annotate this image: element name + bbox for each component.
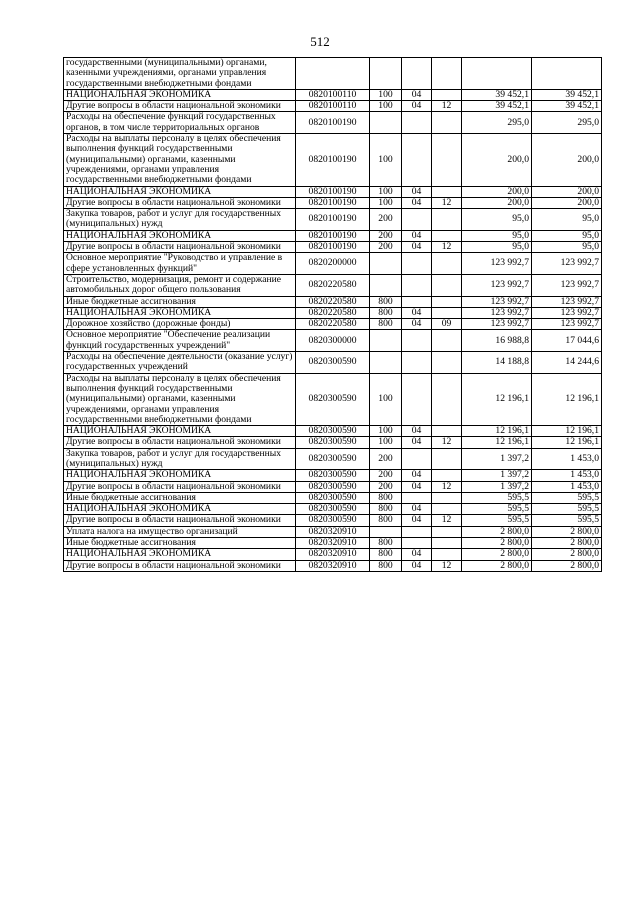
row-name: НАЦИОНАЛЬНАЯ ЭКОНОМИКА — [64, 504, 296, 515]
row-rz — [402, 330, 432, 352]
row-code: 0820100190 — [296, 197, 370, 208]
row-vr: 800 — [370, 319, 402, 330]
row-vr: 100 — [370, 373, 402, 425]
row-name: Другие вопросы в области национальной экономики — [64, 101, 296, 112]
row-sum-1: 95,0 — [462, 230, 532, 241]
table-row — [64, 538, 602, 549]
row-pr — [432, 58, 462, 90]
row-rz: 04 — [402, 186, 432, 197]
row-vr: 100 — [370, 134, 402, 186]
row-pr: 12 — [432, 197, 462, 208]
row-sum-1: 12 196,1 — [462, 437, 532, 448]
row-sum-2: 12 196,1 — [532, 426, 602, 437]
row-rz: 04 — [402, 89, 432, 100]
row-sum-2: 95,0 — [532, 242, 602, 253]
row-pr — [432, 504, 462, 515]
table-row — [64, 134, 602, 186]
row-vr: 100 — [370, 101, 402, 112]
table-row — [64, 373, 602, 425]
row-sum-2: 39 452,1 — [532, 89, 602, 100]
table-row — [64, 89, 602, 100]
row-rz: 04 — [402, 481, 432, 492]
row-sum-1: 16 988,8 — [462, 330, 532, 352]
table-row — [64, 549, 602, 560]
table-row — [64, 470, 602, 481]
row-sum-1: 2 800,0 — [462, 538, 532, 549]
row-vr: 800 — [370, 560, 402, 571]
table-row — [64, 448, 602, 470]
table-row — [64, 504, 602, 515]
row-sum-2: 1 453,0 — [532, 448, 602, 470]
table-row — [64, 515, 602, 526]
row-code: 0820100190 — [296, 209, 370, 231]
row-rz: 04 — [402, 307, 432, 318]
row-sum-2: 1 453,0 — [532, 481, 602, 492]
row-name: НАЦИОНАЛЬНАЯ ЭКОНОМИКА — [64, 307, 296, 318]
row-name: Дорожное хозяйство (дорожные фонды) — [64, 319, 296, 330]
row-name: Строительство, модернизация, ремонт и содержание автомобильных дорог общего пользования — [64, 274, 296, 296]
row-sum-2: 595,5 — [532, 492, 602, 503]
row-name: Другие вопросы в области национальной экономики — [64, 437, 296, 448]
row-sum-2: 2 800,0 — [532, 526, 602, 537]
row-rz: 04 — [402, 437, 432, 448]
row-sum-1: 2 800,0 — [462, 560, 532, 571]
row-vr: 800 — [370, 549, 402, 560]
row-code: 0820320910 — [296, 526, 370, 537]
table-row — [64, 253, 602, 275]
table-row — [64, 492, 602, 503]
row-code: 0820100110 — [296, 101, 370, 112]
row-rz — [402, 526, 432, 537]
row-vr: 800 — [370, 538, 402, 549]
row-sum-1: 123 992,7 — [462, 253, 532, 275]
row-code: 0820220580 — [296, 307, 370, 318]
row-pr — [432, 538, 462, 549]
row-sum-1: 1 397,2 — [462, 470, 532, 481]
row-vr — [370, 352, 402, 374]
row-name: Закупка товаров, работ и услуг для государственных (муниципальных) нужд — [64, 209, 296, 231]
row-vr — [370, 112, 402, 134]
row-vr: 200 — [370, 481, 402, 492]
row-sum-2 — [532, 58, 602, 90]
row-sum-2: 123 992,7 — [532, 307, 602, 318]
row-sum-2: 123 992,7 — [532, 319, 602, 330]
row-sum-2: 123 992,7 — [532, 253, 602, 275]
row-vr: 800 — [370, 504, 402, 515]
table-row — [64, 101, 602, 112]
row-code: 0820100190 — [296, 134, 370, 186]
row-vr: 800 — [370, 492, 402, 503]
row-sum-2: 12 196,1 — [532, 373, 602, 425]
row-code: 0820220580 — [296, 319, 370, 330]
row-sum-1 — [462, 58, 532, 90]
row-code: 0820300590 — [296, 470, 370, 481]
row-pr — [432, 549, 462, 560]
row-rz — [402, 274, 432, 296]
row-vr — [370, 526, 402, 537]
row-code: 0820100190 — [296, 230, 370, 241]
table-row — [64, 481, 602, 492]
page-number: 512 — [310, 34, 330, 49]
row-vr — [370, 253, 402, 275]
row-name: НАЦИОНАЛЬНАЯ ЭКОНОМИКА — [64, 186, 296, 197]
row-rz: 04 — [402, 197, 432, 208]
table-row — [64, 296, 602, 307]
table-row — [64, 352, 602, 374]
row-vr: 800 — [370, 296, 402, 307]
row-pr — [432, 426, 462, 437]
row-vr: 200 — [370, 209, 402, 231]
row-vr: 100 — [370, 437, 402, 448]
row-sum-2: 17 044,6 — [532, 330, 602, 352]
row-sum-2: 200,0 — [532, 134, 602, 186]
row-pr — [432, 448, 462, 470]
row-sum-2: 123 992,7 — [532, 296, 602, 307]
row-code: 0820200000 — [296, 253, 370, 275]
row-rz — [402, 538, 432, 549]
row-vr — [370, 274, 402, 296]
row-sum-1: 12 196,1 — [462, 426, 532, 437]
table-row — [64, 526, 602, 537]
row-name: Расходы на обеспечение деятельности (оказание услуг) государственных учреждений — [64, 352, 296, 374]
row-sum-1: 200,0 — [462, 186, 532, 197]
row-pr — [432, 230, 462, 241]
row-name: Другие вопросы в области национальной экономики — [64, 515, 296, 526]
row-pr — [432, 307, 462, 318]
row-vr: 200 — [370, 448, 402, 470]
row-code: 0820300590 — [296, 437, 370, 448]
row-pr: 12 — [432, 481, 462, 492]
row-name: НАЦИОНАЛЬНАЯ ЭКОНОМИКА — [64, 549, 296, 560]
row-pr — [432, 134, 462, 186]
row-rz: 04 — [402, 426, 432, 437]
table-row — [64, 437, 602, 448]
row-name: Основное мероприятие "Руководство и управление в сфере установленных функций" — [64, 253, 296, 275]
row-pr — [432, 112, 462, 134]
row-name: Основное мероприятие "Обеспечение реализации функций государственных учреждений" — [64, 330, 296, 352]
row-pr — [432, 274, 462, 296]
row-code: 0820100190 — [296, 112, 370, 134]
row-rz: 04 — [402, 242, 432, 253]
row-code — [296, 58, 370, 90]
row-rz — [402, 134, 432, 186]
row-vr: 100 — [370, 197, 402, 208]
table-row — [64, 274, 602, 296]
table-row — [64, 58, 602, 90]
row-code: 0820320910 — [296, 549, 370, 560]
row-sum-2: 39 452,1 — [532, 101, 602, 112]
row-sum-1: 123 992,7 — [462, 274, 532, 296]
row-rz: 04 — [402, 319, 432, 330]
row-vr — [370, 330, 402, 352]
row-name: Расходы на выплаты персоналу в целях обеспечения выполнения функций государственными (муниципальными) органами, казенными учреждениями, органами управления государственными внебюджетными фондами — [64, 373, 296, 425]
row-code: 0820320910 — [296, 538, 370, 549]
row-sum-2: 2 800,0 — [532, 549, 602, 560]
row-vr: 100 — [370, 186, 402, 197]
row-vr: 200 — [370, 470, 402, 481]
row-pr: 09 — [432, 319, 462, 330]
row-code: 0820300590 — [296, 492, 370, 503]
row-sum-1: 39 452,1 — [462, 101, 532, 112]
row-name: Иные бюджетные ассигнования — [64, 538, 296, 549]
row-rz — [402, 296, 432, 307]
row-name: Уплата налога на имущество организаций — [64, 526, 296, 537]
row-name: Расходы на выплаты персоналу в целях обеспечения выполнения функций государственными (муниципальными) органами, казенными учреждениями, органами управления государственными внебюджетными фондами — [64, 134, 296, 186]
row-name: Другие вопросы в области национальной экономики — [64, 197, 296, 208]
table-row — [64, 230, 602, 241]
row-sum-2: 295,0 — [532, 112, 602, 134]
row-vr — [370, 58, 402, 90]
table-row — [64, 209, 602, 231]
table-row — [64, 330, 602, 352]
row-sum-1: 595,5 — [462, 492, 532, 503]
row-rz — [402, 253, 432, 275]
row-name: НАЦИОНАЛЬНАЯ ЭКОНОМИКА — [64, 470, 296, 481]
row-sum-1: 295,0 — [462, 112, 532, 134]
row-pr — [432, 186, 462, 197]
row-sum-2: 95,0 — [532, 230, 602, 241]
row-vr: 200 — [370, 242, 402, 253]
row-code: 0820100190 — [296, 242, 370, 253]
budget-table — [63, 57, 602, 572]
row-sum-1: 12 196,1 — [462, 373, 532, 425]
row-sum-1: 595,5 — [462, 504, 532, 515]
table-row — [64, 186, 602, 197]
row-rz: 04 — [402, 549, 432, 560]
table-row — [64, 319, 602, 330]
table-row — [64, 426, 602, 437]
row-name: НАЦИОНАЛЬНАЯ ЭКОНОМИКА — [64, 426, 296, 437]
row-sum-2: 595,5 — [532, 504, 602, 515]
row-name: Другие вопросы в области национальной экономики — [64, 560, 296, 571]
row-sum-1: 200,0 — [462, 134, 532, 186]
row-vr: 200 — [370, 230, 402, 241]
table-row — [64, 242, 602, 253]
row-sum-2: 123 992,7 — [532, 274, 602, 296]
row-rz: 04 — [402, 230, 432, 241]
row-pr — [432, 373, 462, 425]
row-code: 0820300590 — [296, 504, 370, 515]
row-pr: 12 — [432, 101, 462, 112]
row-pr: 12 — [432, 515, 462, 526]
row-pr — [432, 492, 462, 503]
row-rz — [402, 373, 432, 425]
table-row — [64, 307, 602, 318]
row-code: 0820300000 — [296, 330, 370, 352]
row-sum-2: 200,0 — [532, 197, 602, 208]
row-sum-1: 595,5 — [462, 515, 532, 526]
row-rz: 04 — [402, 101, 432, 112]
row-rz: 04 — [402, 504, 432, 515]
row-sum-2: 595,5 — [532, 515, 602, 526]
row-pr — [432, 526, 462, 537]
row-pr — [432, 89, 462, 100]
row-code: 0820300590 — [296, 373, 370, 425]
row-name: государственными (муниципальными) органами, казенными учреждениями, органами управления государственными внебюджетными фондами — [64, 58, 296, 90]
table-row — [64, 197, 602, 208]
row-sum-2: 1 453,0 — [532, 470, 602, 481]
row-rz — [402, 448, 432, 470]
row-vr: 100 — [370, 426, 402, 437]
row-sum-1: 2 800,0 — [462, 549, 532, 560]
row-rz — [402, 352, 432, 374]
row-name: НАЦИОНАЛЬНАЯ ЭКОНОМИКА — [64, 89, 296, 100]
row-rz: 04 — [402, 560, 432, 571]
row-pr: 12 — [432, 437, 462, 448]
row-code: 0820300590 — [296, 481, 370, 492]
row-sum-1: 95,0 — [462, 242, 532, 253]
row-sum-2: 12 196,1 — [532, 437, 602, 448]
row-sum-1: 123 992,7 — [462, 307, 532, 318]
row-sum-2: 2 800,0 — [532, 538, 602, 549]
row-sum-2: 14 244,6 — [532, 352, 602, 374]
row-name: Другие вопросы в области национальной экономики — [64, 242, 296, 253]
row-name: Иные бюджетные ассигнования — [64, 296, 296, 307]
row-name: НАЦИОНАЛЬНАЯ ЭКОНОМИКА — [64, 230, 296, 241]
row-rz: 04 — [402, 515, 432, 526]
row-code: 0820300590 — [296, 352, 370, 374]
row-sum-1: 123 992,7 — [462, 319, 532, 330]
row-name: Закупка товаров, работ и услуг для государственных (муниципальных) нужд — [64, 448, 296, 470]
row-sum-1: 1 397,2 — [462, 481, 532, 492]
row-sum-2: 2 800,0 — [532, 560, 602, 571]
row-code: 0820100190 — [296, 186, 370, 197]
row-name: Другие вопросы в области национальной экономики — [64, 481, 296, 492]
table-body — [64, 58, 602, 572]
row-pr: 12 — [432, 560, 462, 571]
row-sum-1: 123 992,7 — [462, 296, 532, 307]
row-pr — [432, 470, 462, 481]
row-sum-1: 95,0 — [462, 209, 532, 231]
row-code: 0820320910 — [296, 560, 370, 571]
row-code: 0820300590 — [296, 426, 370, 437]
row-rz — [402, 58, 432, 90]
row-rz: 04 — [402, 470, 432, 481]
row-sum-1: 14 188,8 — [462, 352, 532, 374]
row-pr — [432, 296, 462, 307]
table-row — [64, 560, 602, 571]
row-sum-1: 39 452,1 — [462, 89, 532, 100]
row-sum-2: 200,0 — [532, 186, 602, 197]
row-rz — [402, 209, 432, 231]
row-name: Расходы на обеспечение функций государственных органов, в том числе территориальных органов — [64, 112, 296, 134]
row-name: Иные бюджетные ассигнования — [64, 492, 296, 503]
row-pr — [432, 253, 462, 275]
row-code: 0820220580 — [296, 296, 370, 307]
table-row — [64, 112, 602, 134]
row-vr: 800 — [370, 307, 402, 318]
row-code: 0820300590 — [296, 515, 370, 526]
row-code: 0820300590 — [296, 448, 370, 470]
row-sum-1: 1 397,2 — [462, 448, 532, 470]
row-pr — [432, 330, 462, 352]
row-code: 0820220580 — [296, 274, 370, 296]
row-sum-1: 200,0 — [462, 197, 532, 208]
row-pr — [432, 352, 462, 374]
row-vr: 800 — [370, 515, 402, 526]
row-sum-1: 2 800,0 — [462, 526, 532, 537]
row-rz — [402, 112, 432, 134]
row-pr: 12 — [432, 242, 462, 253]
row-code: 0820100110 — [296, 89, 370, 100]
row-pr — [432, 209, 462, 231]
row-vr: 100 — [370, 89, 402, 100]
row-sum-2: 95,0 — [532, 209, 602, 231]
row-rz — [402, 492, 432, 503]
